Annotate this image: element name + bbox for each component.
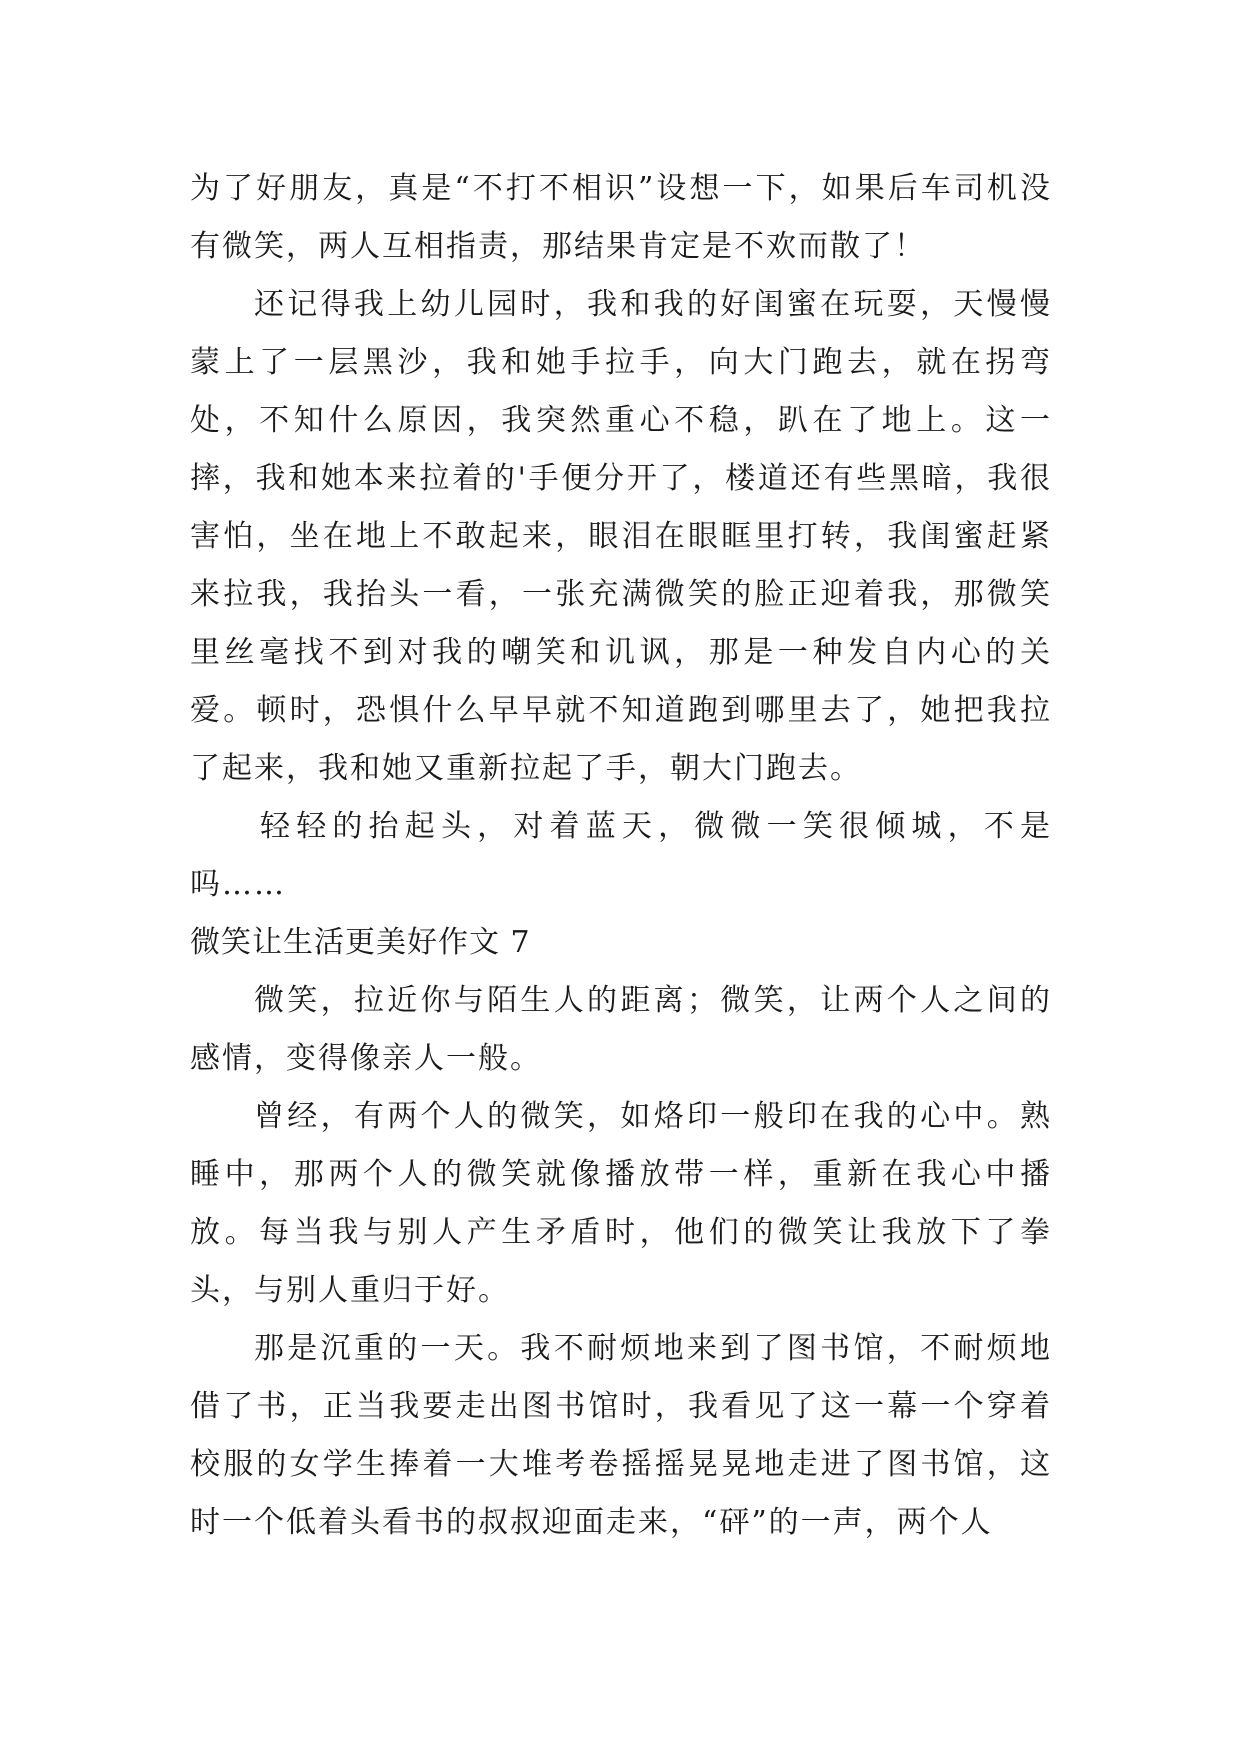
document-page: [190, 160, 1052, 1552]
essay-heading: 微笑让生活更美好作文 7: [190, 925, 531, 960]
paragraph-closing: 轻轻的抬起头，对着蓝天，微微一笑很倾城，不是吗……: [190, 809, 1052, 902]
paragraph-memory: 曾经，有两个人的微笑，如烙印一般印在我的心中。熟睡中，那两个人的微笑就像播放带一样，重新在我心中播放。每当我与别人产生矛盾时，他们的微笑让我放下了拳头，与别人重归于好。: [190, 1099, 1052, 1308]
paragraph-intro: 微笑，拉近你与陌生人的距离；微笑，让两个人之间的感情，变得像亲人一般。: [190, 983, 1052, 1076]
paragraph-library: 那是沉重的一天。我不耐烦地来到了图书馆，不耐烦地借了书，正当我要走出图书馆时，我看见了这一幕一个穿着校服的女学生捧着一大堆考卷摇摇晃晃地走进了图书馆，这时一个低着头看书的叔叔迎面走来，“砰”的一声，两个人: [190, 1331, 1052, 1540]
paragraph-continuation: 为了好朋友，真是“不打不相识”设想一下，如果后车司机没有微笑，两人互相指责，那结果肯定是不欢而散了！: [190, 171, 1052, 264]
paragraph-kindergarten-memory: 还记得我上幼儿园时，我和我的好闺蜜在玩耍，天慢慢蒙上了一层黑沙，我和她手拉手，向大门跑去，就在拐弯处，不知什么原因，我突然重心不稳，趴在了地上。这一摔，我和她本来拉着的'手便分开了，楼道还有些黑暗，我很害怕，坐在地上不敢起来，眼泪在眼眶里打转，我闺蜜赶紧来拉我，我抬头一看，一张充满微笑的脸正迎着我，那微笑里丝毫找不到对我的嘲笑和讥讽，那是一种发自内心的关爱。顿时，恐惧什么早早就不知道跑到哪里去了，她把我拉了起来，我和她又重新拉起了手，朝大门跑去。: [190, 287, 1052, 786]
